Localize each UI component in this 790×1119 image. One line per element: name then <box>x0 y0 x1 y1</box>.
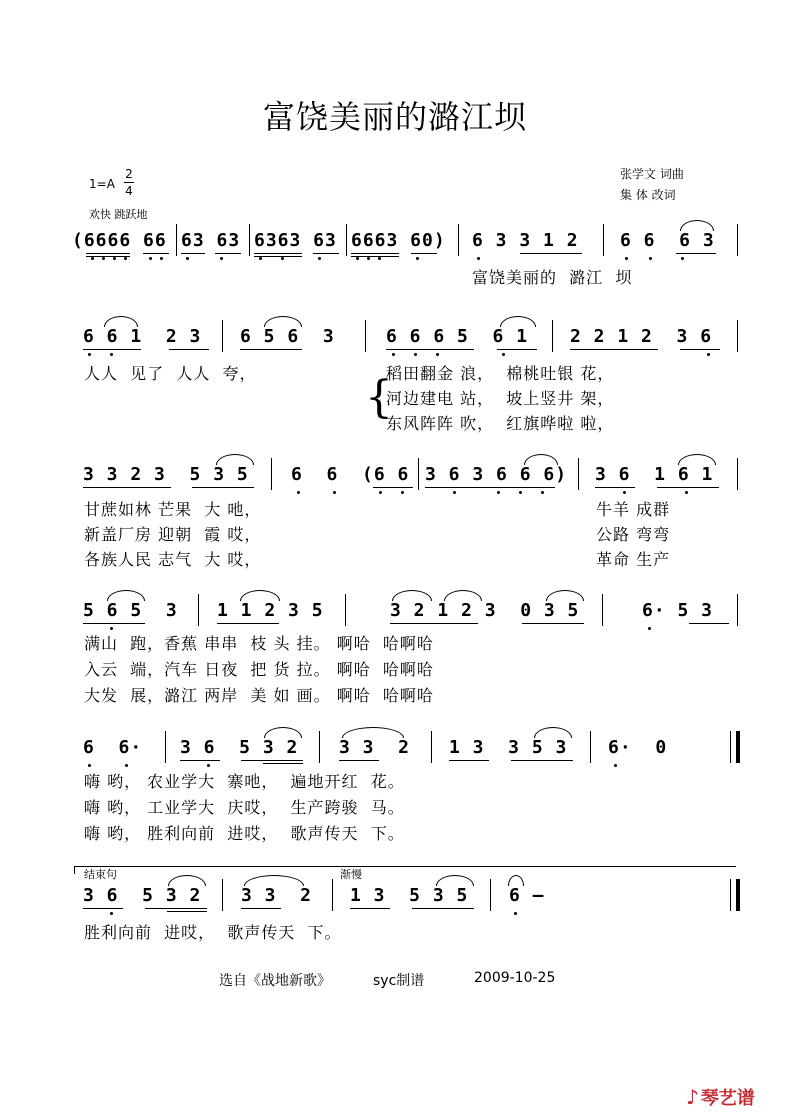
time-sig-bottom: 4 <box>125 184 133 198</box>
lyric-line: 人人 见了 人人 夸， <box>84 364 257 383</box>
lyric-verse-1: 嗨 哟， 农业学大 寨吔， 遍地开红 花。 <box>84 772 405 791</box>
lyric-verse-2-end: 公路 弯弯 <box>596 525 671 544</box>
lyric-line: 胜利向前 进哎， 歌声传天 下。 <box>84 923 342 942</box>
source-note: 选自《战地新歌》 <box>219 973 331 989</box>
coda-bracket-line <box>74 866 736 867</box>
lyric-line: 富饶美丽的 潞江 坝 <box>472 268 633 287</box>
notes-row: 6 6 1 2 3 6 5 6 3 6 6 6 5 6 1 2 2 1 2 3 6 <box>0 326 790 360</box>
date-note: 2009-10-25 <box>474 970 556 986</box>
lyric-verse-2: 新盖厂房 迎朝 霞 哎， <box>84 525 262 544</box>
verse-brace: { <box>365 372 393 423</box>
watermark-text: 琴艺谱 <box>700 1088 755 1109</box>
lyric-verse-2: 嗨 哟， 工业学大 庆哎， 生产跨骏 马。 <box>84 798 405 817</box>
lyric-verse-3: 各族人民 志气 大 哎， <box>84 550 262 569</box>
lyric-verse-1: 稻田翻金 浪， 棉桃吐银 花， <box>386 364 615 383</box>
note-logo-icon: ♪ <box>686 1085 699 1109</box>
key-signature: 1=A <box>89 177 115 191</box>
lyric-verse-3: 嗨 哟， 胜利向前 进哎， 歌声传天 下。 <box>84 824 405 843</box>
notes-row: 6 6· 3 6 5 3 2 3 3 2 1 3 3 5 3 6· 0 <box>0 737 790 771</box>
tempo-marking: 欢快 跳跃地 <box>89 208 148 221</box>
time-signature <box>124 167 134 198</box>
lyric-verse-3: 东风阵阵 吹， 红旗哗啦 啦， <box>386 414 615 433</box>
notes-row: (6666 66 63 63 6363 63 6663 60) 6 3 3 1 2 6 6 6 3 <box>0 230 790 264</box>
maker-note: syc制谱 <box>373 973 425 989</box>
lyric-verse-2: 河边建电 站， 坡上竖井 架， <box>386 389 615 408</box>
notes-row: 3 6 5 3 2 3 3 2 1 3 5 3 5 6 – <box>0 885 790 919</box>
lyric-verse-1: 甘蔗如林 芒果 大 吔， <box>84 500 262 519</box>
tempo-change: 渐慢 <box>340 868 362 881</box>
time-sig-top: 2 <box>125 167 133 181</box>
notes-row: 3 3 2 3 5 3 5 6 6 (6 6 3 6 3 6 6 6) 3 6 1 6 1 <box>0 464 790 498</box>
lyric-verse-1: 满山 跑，香蕉 串串 枝 头 挂。 啊哈 哈啊哈 <box>84 634 434 653</box>
lyric-verse-2: 入云 端，汽车 日夜 把 货 拉。 啊哈 哈啊哈 <box>84 660 434 679</box>
notes-row: 5 6 5 3 1 1 2 3 5 3 2 1 2 3 0 3 5 6· 5 3 <box>0 600 790 634</box>
credit-composer: 张学文 词曲 <box>620 167 684 181</box>
credit-adapter: 集 体 改词 <box>620 188 676 202</box>
lyric-verse-3-end: 革命 生产 <box>596 550 671 569</box>
lyric-verse-1-end: 牛羊 成群 <box>596 500 671 519</box>
lyric-verse-3: 大发 展，潞江 两岸 美 如 画。 啊哈 哈啊哈 <box>84 686 434 705</box>
watermark-logo <box>686 1084 755 1110</box>
coda-label: 结束句 <box>84 868 117 881</box>
page-title: 富饶美丽的潞江坝 <box>262 98 527 136</box>
